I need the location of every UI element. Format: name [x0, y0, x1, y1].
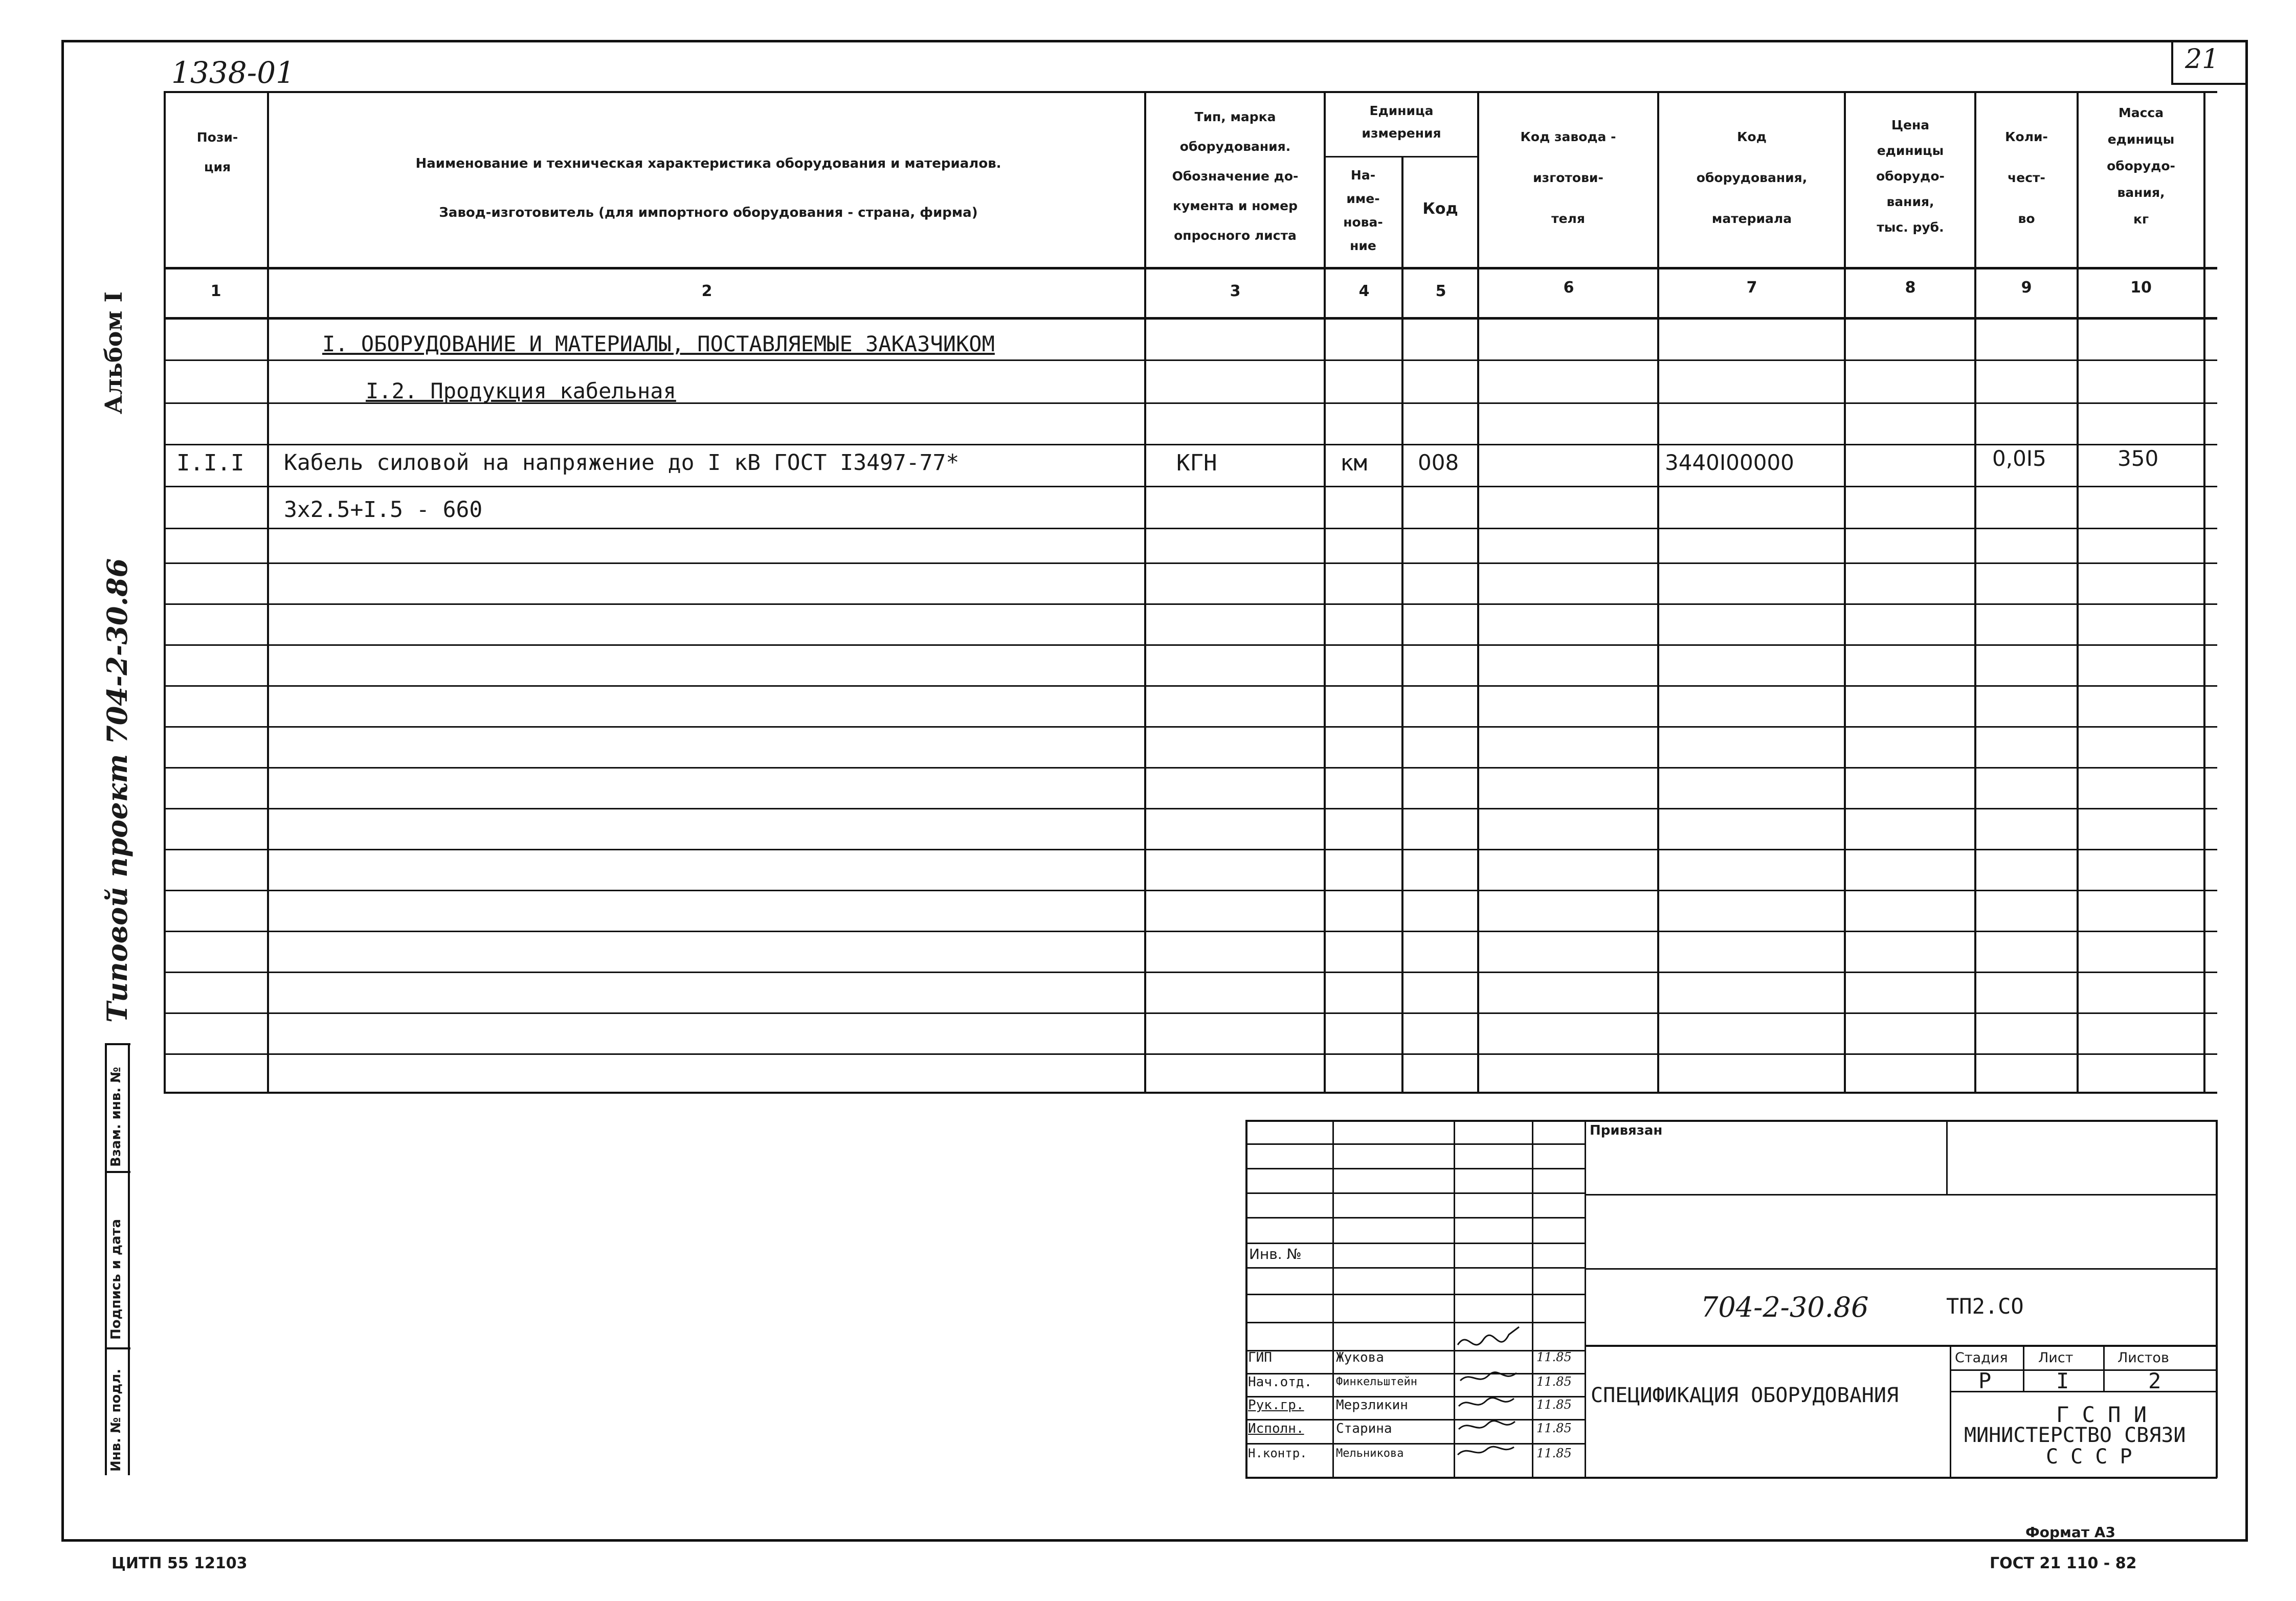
header-text-line: чест-: [2008, 170, 2045, 185]
tb-col: [1585, 1120, 1586, 1478]
tb-row: [1245, 1443, 1586, 1445]
row-line: [164, 528, 2217, 529]
header-unit-name: [1325, 164, 1401, 258]
tb-org-line2: МИНИСТЕРСТВО СВЯЗИ: [1964, 1424, 2186, 1447]
col-number: 3: [1230, 282, 1241, 300]
tb-org-line3: С С С Р: [2046, 1445, 2132, 1469]
frame-right: [2245, 40, 2248, 1542]
margin-stamp-div1: [105, 1171, 130, 1173]
row-line: [164, 562, 2217, 564]
row-name-line1: Кабель силовой на напряжение до I кВ ГОСТ I3497-77*: [284, 450, 960, 476]
row-line: [164, 726, 2217, 728]
header-text-line: Завод-изготовитель (для импортного оборудования - страна, фирма): [439, 205, 978, 220]
col-number: 9: [2021, 279, 2032, 297]
tb-row: [1245, 1192, 1586, 1194]
margin-inv-podl: Инв. № подл.: [108, 1368, 124, 1472]
table-top: [164, 91, 2217, 93]
tb-bottom: [1245, 1477, 2217, 1479]
header-text-line: Код: [1737, 129, 1767, 144]
row-line: [164, 603, 2217, 605]
row-line: [164, 444, 2217, 445]
row-line: [164, 359, 2217, 361]
signer-role: Рук.гр.: [1248, 1397, 1304, 1413]
table-number-row-bottom: [164, 317, 2217, 320]
header-text-line: вания,: [2117, 185, 2165, 200]
header-text-line: нова-: [1343, 215, 1383, 230]
tb-stage: Р: [1978, 1368, 1992, 1393]
tb-stage-col2: [2103, 1345, 2105, 1391]
header-text-line: единицы: [1877, 143, 1944, 158]
signer-date: 11.85: [1536, 1446, 1572, 1460]
header-text-line: опросного листа: [1174, 228, 1297, 243]
col-line-0: [164, 91, 166, 1093]
tb-stage-col1: [2023, 1345, 2024, 1391]
signer-name: Мельникова: [1336, 1447, 1404, 1460]
tb-row: [1245, 1322, 1586, 1323]
row-unit-code: 008: [1418, 450, 1459, 475]
signer-name: Финкельштейн: [1336, 1375, 1417, 1388]
gost-ref: ГОСТ 21 110 - 82: [1990, 1554, 2137, 1572]
col-number: 6: [1563, 279, 1574, 297]
header-text-line: име-: [1346, 191, 1380, 206]
header-text-line: ция: [204, 160, 231, 174]
header-quantity: [1976, 117, 2077, 239]
header-material-code: [1659, 117, 1844, 239]
header-text-line: Код завода -: [1520, 129, 1616, 144]
signer-name: Старина: [1336, 1421, 1392, 1436]
header-text-line: теля: [1551, 211, 1585, 226]
col-line-10: [2203, 91, 2205, 1093]
page-box-left: [2171, 40, 2173, 84]
margin-stamp-div2: [105, 1347, 130, 1349]
album-label: Альбом I: [100, 291, 127, 414]
header-text-line: Пози-: [196, 130, 238, 145]
row-type: КГН: [1176, 450, 1217, 476]
col-number: 1: [210, 282, 221, 300]
signer-date: 11.85: [1536, 1421, 1572, 1435]
signature-5: [1458, 1447, 1514, 1455]
header-text-line: оборудования,: [1696, 170, 1808, 185]
format-label: Формат А3: [2025, 1524, 2115, 1541]
margin-podpis: Подпись и дата: [108, 1219, 124, 1340]
header-text-line: На-: [1350, 168, 1376, 183]
header-text-line: Цена: [1891, 118, 1930, 132]
frame-bottom: [61, 1539, 2248, 1542]
project-label: Типовой проект 704-2-30.86: [101, 558, 133, 1023]
tb-row: [1245, 1350, 1586, 1351]
header-text-line: материала: [1711, 211, 1792, 226]
header-mass: [2079, 100, 2203, 233]
col-number: 10: [2130, 279, 2152, 297]
tb-row: [1245, 1143, 1586, 1145]
header-name: [276, 139, 1141, 237]
header-unit-code: Код: [1422, 200, 1458, 218]
row-line: [164, 931, 2217, 932]
header-text-line: изготови-: [1533, 170, 1603, 185]
header-unit-group: [1325, 100, 1478, 145]
row-quantity: 0,0I5: [1992, 446, 2046, 471]
header-position: [169, 123, 266, 182]
tb-designation-suffix: ТП2.СО: [1946, 1294, 2024, 1319]
margin-stamp-right: [128, 1043, 130, 1475]
row-line: [164, 972, 2217, 973]
tb-row: [1245, 1168, 1586, 1169]
row-line: [164, 808, 2217, 809]
header-text-line: Наименование и техническая характеристика оборудования и материалов.: [415, 156, 1001, 171]
signature-scribbles: [1453, 1324, 1534, 1478]
tb-row: [1245, 1243, 1586, 1244]
frame-top: [61, 40, 2245, 42]
signer-date: 11.85: [1536, 1374, 1572, 1389]
doc-ref-top: 1338-01: [171, 55, 295, 90]
signer-date: 11.85: [1536, 1397, 1572, 1412]
col-line-1: [267, 91, 269, 1093]
tb-row: [1245, 1217, 1586, 1219]
header-text-line: кг: [2133, 212, 2149, 227]
signer-name: Мерзликин: [1336, 1397, 1408, 1413]
header-text-line: во: [2018, 211, 2035, 226]
header-price: [1845, 112, 1975, 240]
tb-title: СПЕЦИФИКАЦИЯ ОБОРУДОВАНИЯ: [1591, 1384, 1899, 1407]
section-title-2: I.2. Продукция кабельная: [366, 378, 676, 403]
margin-stamp-top: [105, 1043, 130, 1045]
row-line: [164, 1012, 2217, 1014]
header-text-line: ние: [1350, 238, 1376, 253]
col-line-9: [2077, 91, 2079, 1093]
row-line: [164, 767, 2217, 769]
tb-top: [1245, 1120, 2217, 1122]
signature-1: [1458, 1327, 1519, 1345]
signer-role: Исполн.: [1248, 1421, 1304, 1436]
tb-stage-split: [1950, 1345, 1951, 1478]
row-line: [164, 849, 2217, 850]
tb-sheet-label: Лист: [2038, 1350, 2074, 1366]
row-line: [164, 685, 2217, 687]
page-box-bottom: [2171, 83, 2247, 85]
margin-vzam: Взам. инв. №: [108, 1067, 124, 1167]
tb-row: [1245, 1419, 1586, 1420]
section-title-1: I. ОБОРУДОВАНИЕ И МАТЕРИАЛЫ, ПОСТАВЛЯЕМЫЕ ЗАКАЗЧИКОМ: [322, 331, 995, 356]
signer-role: Н.контр.: [1248, 1446, 1307, 1460]
tb-sheet: I: [2056, 1368, 2069, 1393]
header-text-line: оборудо-: [1876, 169, 1945, 184]
col-number: 4: [1358, 282, 1370, 300]
header-text-line: Масса: [2118, 105, 2164, 120]
header-text-line: Коли-: [2005, 129, 2048, 144]
table-header-bottom: [164, 267, 2217, 269]
col-number: 8: [1905, 279, 1916, 297]
signature-4: [1459, 1421, 1515, 1429]
row-mass: 350: [2117, 446, 2159, 471]
tb-stage-label: Стадия: [1955, 1350, 2008, 1366]
col-line-8: [1974, 91, 1976, 1093]
signature-3: [1459, 1398, 1514, 1406]
signature-2: [1460, 1372, 1517, 1381]
header-factory-code: [1479, 117, 1657, 239]
tb-designation-top: [1585, 1268, 2217, 1270]
header-text-line: Единица: [1369, 103, 1434, 118]
margin-stamp-left: [105, 1043, 107, 1475]
tb-sheets: 2: [2148, 1368, 2161, 1393]
col-number: 7: [1746, 279, 1757, 297]
header-text-line: измерения: [1362, 126, 1441, 141]
signer-date: 11.85: [1536, 1350, 1572, 1364]
row-line: [164, 1053, 2217, 1055]
tb-privyazan-bottom: [1585, 1194, 2217, 1196]
col-number: 5: [1435, 282, 1446, 300]
header-type: [1146, 102, 1325, 251]
tb-sheets-label: Листов: [2117, 1350, 2169, 1366]
tb-left: [1245, 1120, 1247, 1478]
col-line-6: [1657, 91, 1659, 1093]
header-text-line: оборудо-: [2107, 159, 2175, 173]
col-number: 2: [701, 282, 712, 300]
tb-privyazan-split: [1946, 1120, 1948, 1194]
header-text-line: кумента и номер: [1173, 198, 1298, 213]
signer-role: ГИП: [1248, 1350, 1272, 1365]
row-name-line2: 3x2.5+I.5 - 660: [284, 497, 483, 523]
header-text-line: вания,: [1886, 194, 1934, 209]
tb-row: [1245, 1267, 1586, 1269]
row-line: [164, 486, 2217, 487]
header-text-line: Тип, марка: [1194, 109, 1276, 124]
signer-role: Нач.отд.: [1248, 1374, 1312, 1390]
tb-designation: 704-2-30.86: [1701, 1291, 1869, 1323]
header-text-line: единицы: [2107, 132, 2175, 147]
tb-inv-no: Инв. №: [1249, 1246, 1302, 1262]
tb-privyazan: Привязан: [1590, 1123, 1663, 1138]
tb-designation-bottom: [1585, 1345, 2217, 1347]
frame-left: [61, 40, 64, 1541]
row-material-code: 3440I00000: [1665, 450, 1794, 475]
page-number: 21: [2185, 44, 2219, 75]
row-line: [164, 644, 2217, 646]
table-bottom: [164, 1092, 2217, 1094]
tb-right: [2216, 1120, 2218, 1478]
signer-name: Жукова: [1336, 1350, 1384, 1365]
header-text-line: оборудования.: [1179, 139, 1291, 154]
row-unit-name: км: [1340, 450, 1367, 476]
row-line: [164, 890, 2217, 891]
header-text-line: Обозначение до-: [1172, 169, 1299, 184]
row-position: I.I.I: [176, 450, 244, 476]
col-line-5: [1477, 91, 1479, 1093]
tb-org-line1: Г С П И: [2056, 1402, 2147, 1427]
tb-col: [1332, 1120, 1334, 1478]
tb-row: [1245, 1294, 1586, 1295]
header-text-line: тыс. руб.: [1877, 220, 1944, 235]
col-line-7: [1844, 91, 1846, 1093]
footer-left: ЦИТП 55 12103: [112, 1554, 248, 1572]
